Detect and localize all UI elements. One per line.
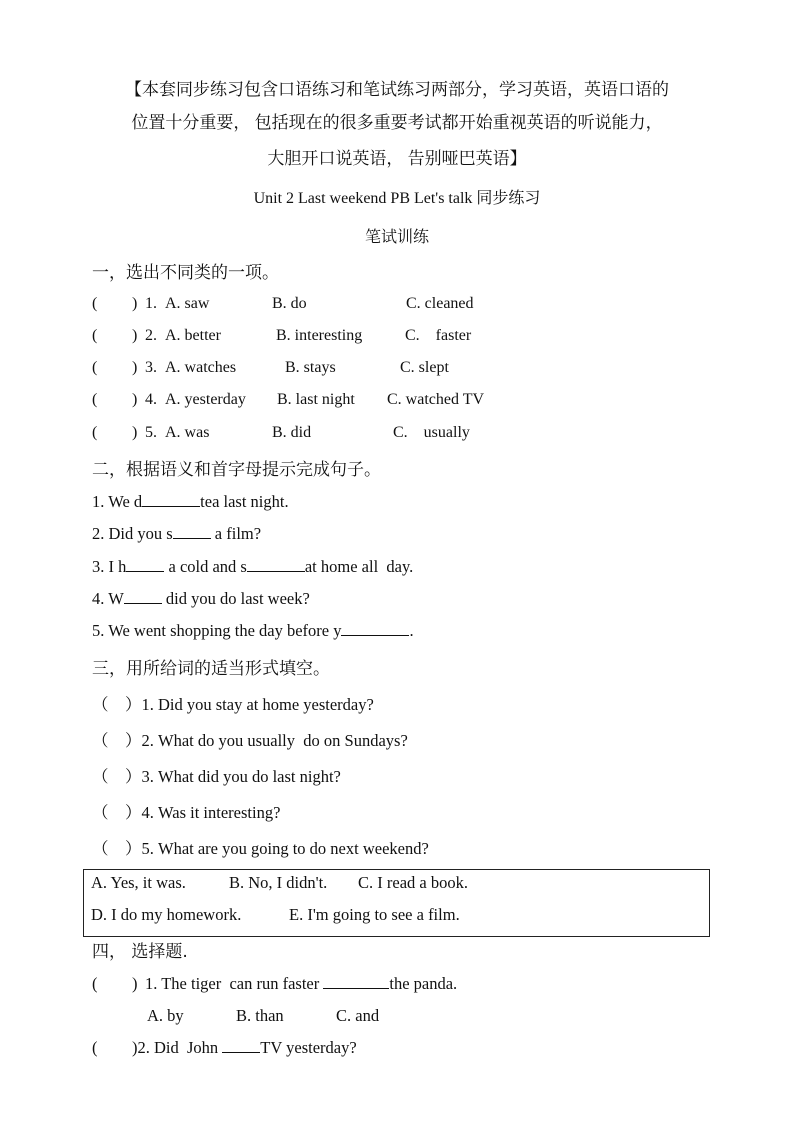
- option-c: C. usually: [393, 424, 470, 441]
- sentence-text: 2. Did you s: [92, 524, 173, 543]
- section-2-item: [92, 524, 261, 544]
- answer-paren-close: ): [132, 359, 138, 376]
- fill-blank[interactable]: [247, 557, 305, 572]
- item-number: 1.: [145, 295, 157, 312]
- question-text-pre: 1. The tiger can run faster: [145, 974, 324, 993]
- page-title: Unit 2 Last weekend PB Let's talk 同步练习: [253, 190, 541, 207]
- section-2-item: [92, 492, 289, 512]
- choice-c: C. and: [336, 1006, 380, 1025]
- sentence-text: 5. We went shopping the day before y: [92, 621, 342, 640]
- question-text: [132, 1038, 357, 1058]
- option-b: B. interesting: [276, 327, 363, 344]
- item-number: 5.: [145, 424, 157, 441]
- option-c: C. faster: [405, 327, 472, 344]
- fill-blank[interactable]: [222, 1038, 260, 1053]
- answer-paren-open: (: [92, 391, 98, 408]
- box-option-a: A. Yes, it was.: [91, 873, 186, 892]
- section-3-item: [92, 691, 374, 715]
- sentence-text: .: [409, 621, 414, 640]
- answer-paren-close: ): [132, 391, 138, 408]
- sentence-text: 1. We d: [92, 492, 143, 511]
- section-4-heading: 四， 选择题.: [92, 942, 188, 962]
- question-text: 2. What do you usually do on Sundays?: [141, 731, 408, 750]
- question-number: )2.: [132, 1038, 150, 1057]
- box-option-c: C. I read a book.: [358, 873, 468, 892]
- sentence-text: a film?: [210, 524, 262, 543]
- answer-paren[interactable]: （ ）: [92, 767, 142, 786]
- section-3-item: [92, 835, 429, 859]
- intro-line-1: 【本套同步练习包含口语练习和笔试练习两部分，学习英语，英语口语的: [125, 80, 669, 99]
- answer-paren[interactable]: （ ）: [92, 803, 142, 822]
- section-3-item: [92, 799, 280, 823]
- section-2-item: [92, 557, 413, 577]
- answer-paren-close: ): [132, 327, 138, 344]
- answer-paren-close: ): [132, 424, 138, 441]
- fill-blank[interactable]: [173, 524, 211, 539]
- option-b: B. stays: [285, 359, 336, 376]
- sentence-text: 4. W: [92, 589, 124, 608]
- answer-paren-open: (: [92, 359, 98, 376]
- section-2-item: [92, 589, 310, 609]
- fill-blank[interactable]: [323, 974, 389, 989]
- question-text: [145, 974, 457, 994]
- question-text: 4. Was it interesting?: [141, 803, 281, 822]
- page-subtitle: 笔试训练: [364, 229, 429, 246]
- answer-paren-close: ): [132, 974, 138, 993]
- answer-paren[interactable]: （ ）: [92, 695, 142, 714]
- question-text-post: the panda.: [389, 974, 458, 993]
- fill-blank[interactable]: [126, 557, 164, 572]
- option-c: C. watched TV: [387, 391, 485, 408]
- section-1-heading: 一，选出不同类的一项。: [92, 263, 279, 283]
- section-3-heading: 三，用所给词的适当形式填空。: [92, 659, 330, 679]
- answer-paren[interactable]: （ ）: [92, 839, 142, 858]
- answer-paren[interactable]: （ ）: [92, 731, 142, 750]
- box-option-d: D. I do my homework.: [91, 905, 242, 924]
- option-c: C. slept: [400, 359, 449, 376]
- fill-blank[interactable]: [142, 492, 200, 507]
- section-3-item: [92, 727, 408, 751]
- item-number: 2.: [145, 327, 157, 344]
- item-number: 4.: [145, 391, 157, 408]
- question-text: 3. What did you do last night?: [141, 767, 341, 786]
- item-number: 3.: [145, 359, 157, 376]
- answer-paren-open: (: [92, 424, 98, 441]
- box-option-e: E. I'm going to see a film.: [289, 905, 460, 924]
- option-b: B. last night: [277, 391, 355, 408]
- answer-paren-open: (: [92, 295, 98, 312]
- intro-line-3: 大胆开口说英语， 告别哑巴英语】: [267, 149, 527, 168]
- question-text-post: TV yesterday?: [260, 1038, 357, 1057]
- option-b: B. did: [272, 424, 312, 441]
- option-a: A. was: [165, 424, 210, 441]
- option-a: A. yesterday: [165, 391, 246, 408]
- answer-paren-open: (: [92, 327, 98, 344]
- fill-blank[interactable]: [124, 589, 162, 604]
- sentence-text: a cold and s: [164, 557, 247, 576]
- intro-line-2: 位置十分重要， 包括现在的很多重要考试都开始重视英语的听说能力，: [131, 113, 663, 132]
- option-c: C. cleaned: [406, 295, 474, 312]
- question-text: 1. Did you stay at home yesterday?: [141, 695, 374, 714]
- section-3-item: [92, 763, 341, 787]
- answer-paren-open: (: [92, 974, 98, 993]
- section-2-item: [92, 621, 414, 641]
- option-a: A. watches: [165, 359, 237, 376]
- sentence-text: tea last night.: [200, 492, 289, 511]
- question-text-pre: Did John: [149, 1038, 223, 1057]
- option-a: A. better: [165, 327, 221, 344]
- question-text: 5. What are you going to do next weekend?: [141, 839, 429, 858]
- choice-a: A. by: [147, 1006, 184, 1025]
- answer-paren-close: ): [132, 295, 138, 312]
- sentence-text: at home all day.: [304, 557, 414, 576]
- option-b: B. do: [272, 295, 307, 312]
- box-option-b: B. No, I didn't.: [229, 873, 328, 892]
- choice-b: B. than: [236, 1006, 284, 1025]
- section-2-heading: 二，根据语义和首字母提示完成句子。: [92, 460, 381, 480]
- fill-blank[interactable]: [341, 621, 409, 636]
- sentence-text: 3. I h: [92, 557, 127, 576]
- option-a: A. saw: [165, 295, 210, 312]
- sentence-text: did you do last week?: [161, 589, 310, 608]
- answer-paren-open: (: [92, 1038, 98, 1057]
